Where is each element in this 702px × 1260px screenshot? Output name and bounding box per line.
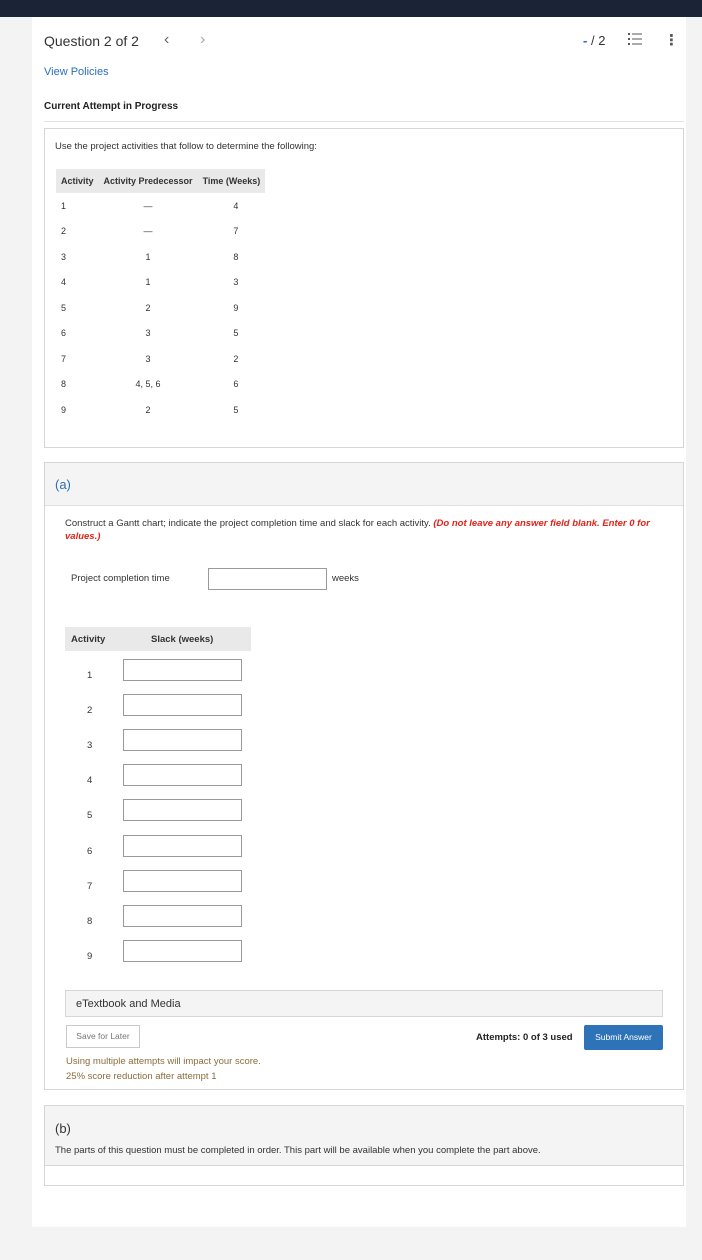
part-b-panel <box>44 1105 684 1186</box>
slack-input[interactable] <box>123 764 242 786</box>
slack-row <box>65 870 251 905</box>
table-row <box>56 270 265 296</box>
slack-input[interactable] <box>123 729 242 751</box>
cell-activity: 8 <box>61 379 67 390</box>
slack-activity-number: 7 <box>87 881 93 892</box>
slack-input[interactable] <box>123 905 242 927</box>
cell-time: 7 <box>233 226 239 237</box>
slack-row <box>65 729 251 764</box>
cell-predecessor: 2 <box>145 404 151 415</box>
part-a-header <box>45 463 683 506</box>
activities-table <box>56 169 265 423</box>
page-content <box>32 17 686 1227</box>
top-bar <box>0 0 702 17</box>
slack-row <box>65 799 251 834</box>
cell-activity: 9 <box>61 404 67 415</box>
attempts-counter: Attempts: 0 of 3 used <box>476 1032 573 1043</box>
cell-time: 3 <box>233 277 239 288</box>
question-box <box>44 128 684 448</box>
slack-activity-number: 5 <box>87 810 93 821</box>
part-a-instruction <box>65 518 665 544</box>
part-b-locked-message: The parts of this question must be completed in order. This part will be available when you complete the part above. <box>55 1145 541 1156</box>
cell-activity: 4 <box>61 277 67 288</box>
cell-predecessor: 3 <box>145 353 151 364</box>
table-row <box>56 193 265 219</box>
instruction-note: (Do not leave any answer field blank. Enter 0 for values.) <box>65 518 650 542</box>
cell-time: 9 <box>233 302 239 313</box>
cell-time: 5 <box>233 328 239 339</box>
cell-predecessor: 1 <box>145 251 151 262</box>
slack-input[interactable] <box>123 799 242 821</box>
cell-time: 4 <box>233 200 239 211</box>
slack-activity-number: 6 <box>87 846 93 857</box>
cell-predecessor: — <box>143 226 153 237</box>
slack-input[interactable] <box>123 870 242 892</box>
instruction-text: Construct a Gantt chart; indicate the project completion time and slack for each activity. <box>65 518 431 529</box>
divider <box>44 121 684 122</box>
question-text: Use the project activities that follow to determine the following: <box>55 141 317 152</box>
slack-row <box>65 659 251 694</box>
cell-time: 8 <box>233 251 239 262</box>
table-row <box>56 219 265 245</box>
column-header-activity: Activity <box>56 169 99 193</box>
slack-activity-number: 2 <box>87 705 93 716</box>
cell-activity: 2 <box>61 226 67 237</box>
part-b-label: (b) <box>55 1121 71 1136</box>
score-reduction-note: 25% score reduction after attempt 1 <box>66 1071 217 1082</box>
question-header <box>32 17 686 65</box>
column-header-time: Time (Weeks) <box>198 169 266 193</box>
cell-time: 6 <box>233 379 239 390</box>
part-a-panel <box>44 462 684 1090</box>
submit-answer-button[interactable]: Submit Answer <box>584 1025 663 1050</box>
cell-predecessor: 4, 5, 6 <box>135 379 161 390</box>
slack-input[interactable] <box>123 940 242 962</box>
column-header-predecessor: Activity Predecessor <box>99 169 198 193</box>
completion-time-unit: weeks <box>332 573 359 584</box>
column-header-slack: Slack (weeks) <box>151 634 214 645</box>
completion-time-input[interactable] <box>208 568 327 590</box>
cell-predecessor: — <box>143 200 153 211</box>
etextbook-media-panel[interactable] <box>65 990 663 1017</box>
cell-activity: 1 <box>61 200 67 211</box>
slack-input[interactable] <box>123 659 242 681</box>
slack-activity-number: 3 <box>87 740 93 751</box>
slack-row <box>65 764 251 799</box>
slack-activity-number: 8 <box>87 916 93 927</box>
slack-row <box>65 835 251 870</box>
save-for-later-button[interactable]: Save for Later <box>66 1025 140 1048</box>
table-row <box>56 321 265 347</box>
table-row <box>56 397 265 423</box>
question-pager[interactable] <box>583 33 605 48</box>
attempt-status-heading: Current Attempt in Progress <box>44 101 179 112</box>
cell-predecessor: 3 <box>145 328 151 339</box>
part-b-footer <box>45 1165 683 1185</box>
table-row <box>56 346 265 372</box>
table-row <box>56 295 265 321</box>
cell-predecessor: 2 <box>145 302 151 313</box>
next-question-button[interactable]: › <box>200 31 206 48</box>
pager-current: - <box>583 33 588 48</box>
pager-total: / 2 <box>590 33 606 48</box>
cell-activity: 6 <box>61 328 67 339</box>
part-a-label: (a) <box>55 477 71 492</box>
table-row <box>56 244 265 270</box>
slack-activity-number: 9 <box>87 951 93 962</box>
view-policies-link[interactable]: View Policies <box>44 66 109 78</box>
cell-time: 2 <box>233 353 239 364</box>
etextbook-label: eTextbook and Media <box>76 998 181 1010</box>
slack-input[interactable] <box>123 694 242 716</box>
attempts-warning: Using multiple attempts will impact your score. <box>66 1056 261 1067</box>
cell-activity: 7 <box>61 353 67 364</box>
slack-table-header <box>65 627 251 651</box>
table-row <box>56 372 265 398</box>
cell-predecessor: 1 <box>145 277 151 288</box>
cell-time: 5 <box>233 404 239 415</box>
completion-time-label: Project completion time <box>71 573 170 584</box>
question-list-icon[interactable] <box>628 32 642 46</box>
cell-activity: 3 <box>61 251 67 262</box>
prev-question-button[interactable]: ‹ <box>164 31 170 48</box>
slack-input[interactable] <box>123 835 242 857</box>
column-header-activity: Activity <box>71 634 106 645</box>
slack-row <box>65 940 251 975</box>
cell-activity: 5 <box>61 302 67 313</box>
slack-activity-number: 4 <box>87 775 93 786</box>
more-options-icon[interactable]: ⋮ <box>664 32 679 49</box>
question-number: Question 2 of 2 <box>44 33 139 49</box>
slack-row <box>65 905 251 940</box>
slack-activity-number: 1 <box>87 670 93 681</box>
slack-row <box>65 694 251 729</box>
